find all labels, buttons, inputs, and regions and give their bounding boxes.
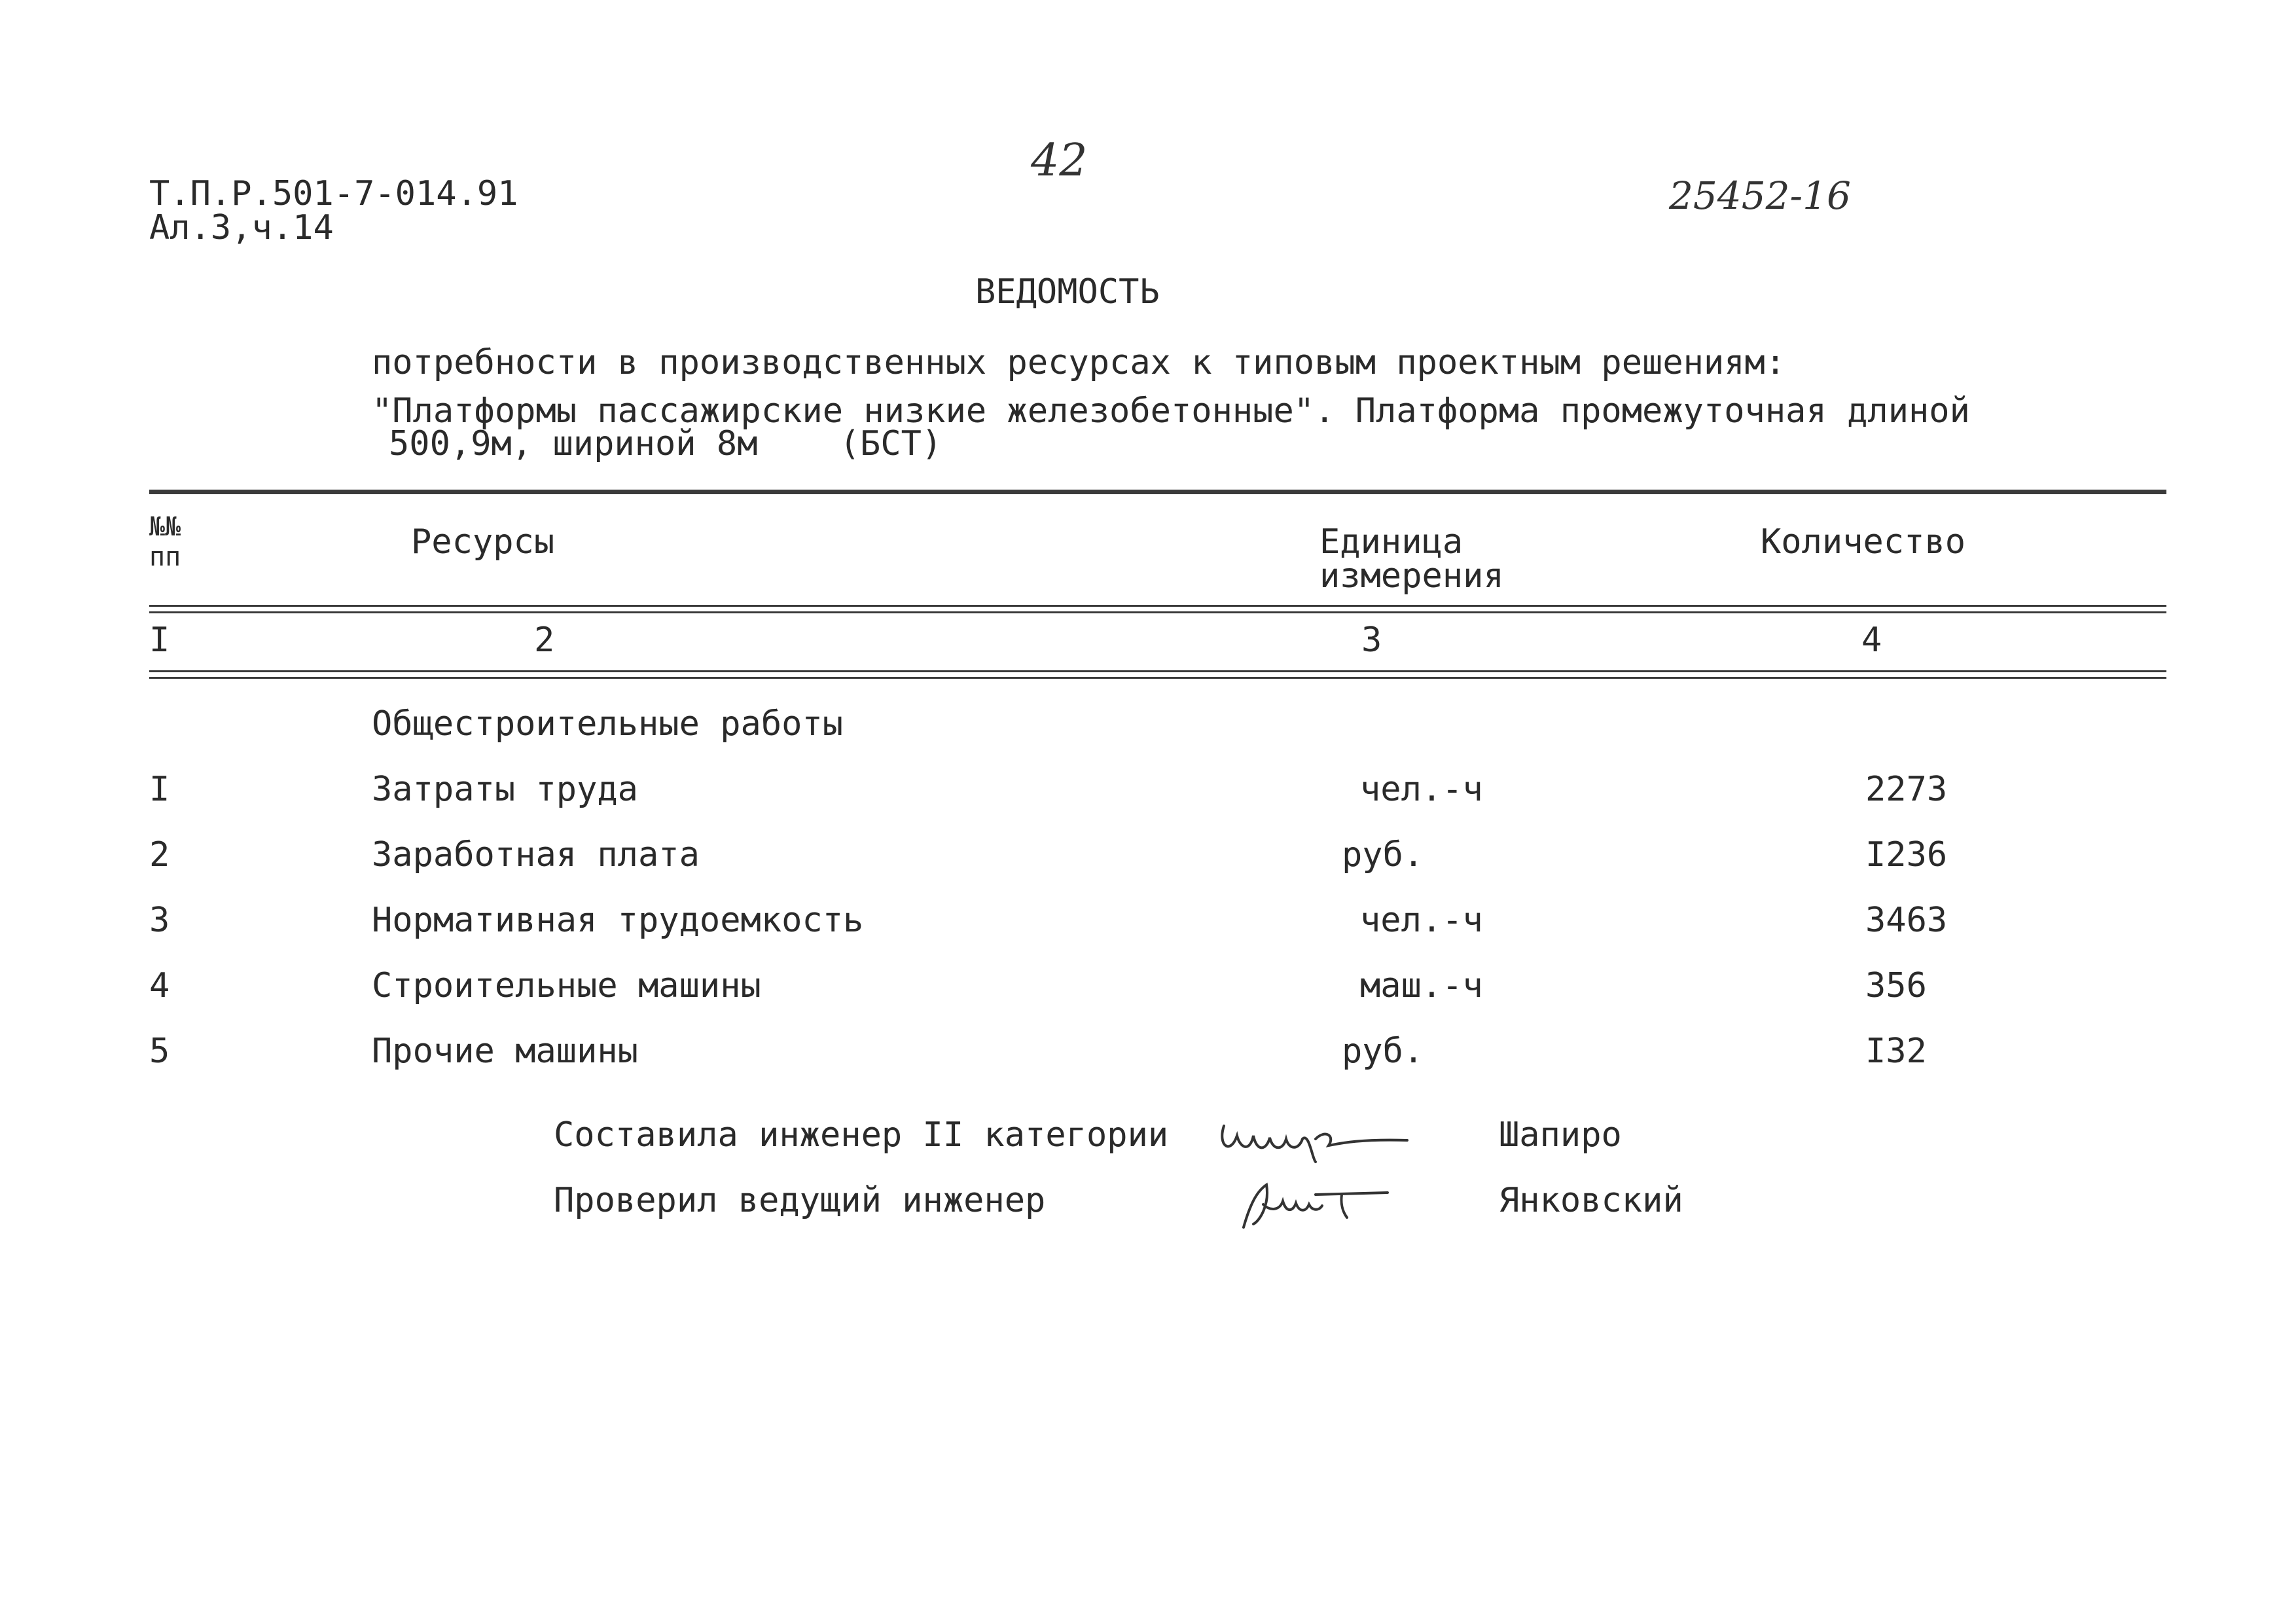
checked-by-name: Янковский xyxy=(1499,1181,1683,1220)
row-resource: Заработная плата xyxy=(372,835,700,875)
colnum-1: I xyxy=(149,621,170,660)
title-line3: 500,9м, шириной 8м (БСТ) xyxy=(389,424,942,463)
doc-code-line1: Т.П.Р.501-7-014.91 xyxy=(149,174,518,213)
section-title: Общестроительные работы xyxy=(372,704,844,744)
colnum-4: 4 xyxy=(1861,621,1882,660)
row-unit: руб. xyxy=(1342,835,1424,875)
table-top-rule xyxy=(149,490,2166,494)
row-quantity: I236 xyxy=(1865,835,1948,875)
row-quantity: 3463 xyxy=(1865,901,1948,940)
row-num: 2 xyxy=(149,835,170,875)
row-unit: маш.-ч xyxy=(1360,966,1483,1005)
row-resource: Затраты труда xyxy=(372,770,638,809)
row-num: 3 xyxy=(149,901,170,940)
header-bottom-rule xyxy=(149,605,2166,607)
archive-number-handwritten: 25452-16 xyxy=(1669,173,1851,218)
colnum-bottom-rule xyxy=(149,670,2166,672)
row-unit: чел.-ч xyxy=(1360,901,1483,940)
row-unit: чел.-ч xyxy=(1360,770,1483,809)
col-header-unit: Единица измерения xyxy=(1319,522,1504,596)
doc-code-line2: Ал.3,ч.14 xyxy=(149,208,334,247)
col-header-resource: Ресурсы xyxy=(411,522,555,562)
compiled-by-name: Шапиро xyxy=(1499,1115,1622,1155)
page-number-handwritten: 42 xyxy=(1031,135,1088,187)
row-num: 5 xyxy=(149,1032,170,1071)
col-header-num: №№ пп xyxy=(149,512,181,572)
row-resource: Нормативная трудоемкость xyxy=(372,901,864,940)
col-header-quantity: Количество xyxy=(1761,522,1966,562)
colnum-bottom-rule-2 xyxy=(149,677,2166,679)
row-quantity: 2273 xyxy=(1865,770,1948,809)
header-bottom-rule-2 xyxy=(149,611,2166,613)
signature-shapiro xyxy=(1211,1100,1420,1172)
compiled-by-label: Составила инженер II категории xyxy=(554,1115,1169,1155)
document-heading: ВЕДОМОСТЬ xyxy=(975,272,1160,312)
row-resource: Прочие машины xyxy=(372,1032,638,1071)
title-line2: "Платформы пассажирские низкие железобетонные". Платформа промежуточная длиной xyxy=(372,391,1970,431)
colnum-2: 2 xyxy=(534,621,555,660)
row-num: I xyxy=(149,770,170,809)
row-unit: руб. xyxy=(1342,1032,1424,1071)
row-quantity: I32 xyxy=(1865,1032,1927,1071)
colnum-3: 3 xyxy=(1361,621,1382,660)
row-resource: Строительные машины xyxy=(372,966,761,1005)
row-num: 4 xyxy=(149,966,170,1005)
row-quantity: 356 xyxy=(1865,966,1927,1005)
signature-yankovsky xyxy=(1230,1165,1414,1237)
checked-by-label: Проверил ведущий инженер xyxy=(554,1181,1046,1220)
title-line1: потребности в производственных ресурсах к типовым проектным решениям: xyxy=(372,343,1786,382)
